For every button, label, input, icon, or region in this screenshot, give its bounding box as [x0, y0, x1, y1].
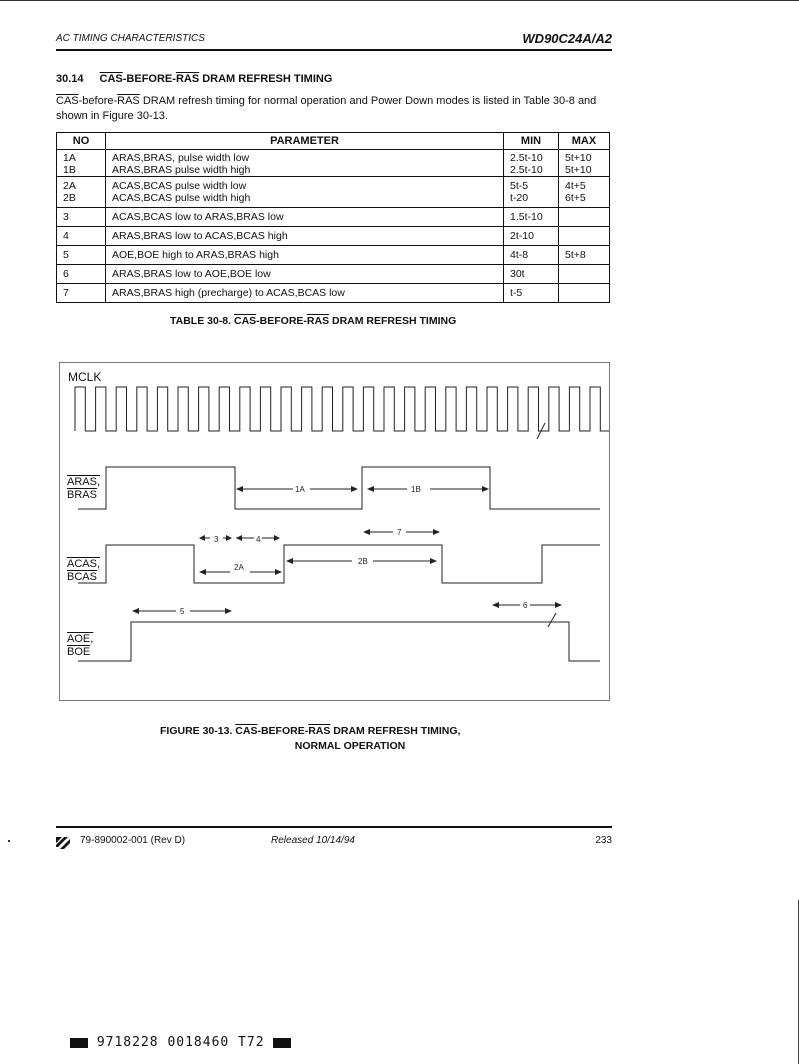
cell-min: 2.5t-10: [504, 150, 559, 165]
barcode-text: 9718228 0018460 T72: [96, 1035, 265, 1050]
page-header: [56, 33, 612, 48]
col-no-header: NO: [57, 133, 106, 150]
scan-mark: [8, 840, 10, 842]
cell-parameter: ARAS,BRAS high (precharge) to ACAS,BCAS low: [106, 284, 504, 303]
cell-max: 5t+8: [559, 246, 610, 265]
label-5: 5: [180, 607, 185, 616]
cell-max: [559, 227, 610, 246]
boe-label: $\overline{BOE}$: [67, 646, 91, 658]
cell-parameter: AOE,BOE high to ARAS,BRAS high: [106, 246, 504, 265]
intro-ras: $\overline{RAS}$: [117, 95, 140, 107]
mclk-label: MCLK: [68, 370, 102, 384]
section-heading: [56, 73, 332, 85]
section-number: 30.14: [56, 73, 84, 85]
label-3: 3: [214, 535, 219, 544]
timing-table: [56, 132, 610, 303]
footer-release-date: Released 10/14/94: [271, 835, 355, 846]
section-title-cas: $\overline{CAS}$: [99, 73, 123, 85]
figure-caption-ras: $\overline{RAS}$: [308, 725, 331, 737]
bcas-label: BCAS: [67, 571, 97, 583]
barcode-block-right: [273, 1038, 291, 1048]
bras-label: BRAS: [67, 489, 97, 501]
cell-parameter: ACAS,BCAS low to ARAS,BRAS low: [106, 208, 504, 227]
acas-label: ACAS,: [67, 558, 101, 570]
cell-parameter: ARAS,BRAS pulse width high: [106, 164, 504, 177]
cell-no: 7: [57, 284, 106, 303]
cell-parameter: ACAS,BCAS pulse width low: [106, 177, 504, 193]
table-row: [57, 246, 610, 265]
col-parameter-header: PARAMETER: [106, 133, 504, 150]
table-row: [57, 227, 610, 246]
timing-diagram-drawing: [60, 363, 609, 700]
page-top-rule: [0, 0, 799, 1]
label-2a: 2A: [234, 563, 244, 572]
figure-caption: [160, 724, 540, 754]
cell-parameter: ARAS,BRAS low to ACAS,BCAS high: [106, 227, 504, 246]
cell-max: [559, 265, 610, 284]
cell-no: 4: [57, 227, 106, 246]
cell-min: 2.5t-10: [504, 164, 559, 177]
col-max-header: MAX: [559, 133, 610, 150]
barcode-block-left: [70, 1038, 88, 1048]
cell-no: 2B: [57, 192, 106, 208]
label-2b: 2B: [358, 557, 368, 566]
cell-min: 5t-5: [504, 177, 559, 193]
cell-max: [559, 284, 610, 303]
section-title-rest: DRAM REFRESH TIMING: [199, 73, 333, 85]
section-title-ras: $\overline{RAS}$: [175, 73, 200, 85]
cell-min: 1.5t-10: [504, 208, 559, 227]
timing-diagram: [59, 362, 610, 701]
table-caption: [170, 315, 456, 327]
figure-caption-line2: NORMAL OPERATION: [294, 740, 406, 752]
label-4: 4: [256, 535, 261, 544]
footer-rule: [56, 826, 612, 828]
cell-parameter: ARAS,BRAS low to AOE,BOE low: [106, 265, 504, 284]
figure-caption-cas: $\overline{CAS}$: [235, 725, 258, 737]
table-row: [57, 150, 610, 165]
cell-parameter: ACAS,BCAS pulse width high: [106, 192, 504, 208]
intro-part1: -before-: [78, 95, 118, 107]
cell-min: 30t: [504, 265, 559, 284]
header-part-number: WD90C24A/A2: [522, 31, 612, 46]
col-min-header: MIN: [504, 133, 559, 150]
aoe-boe-waveform: [78, 622, 600, 661]
cell-min: t-5: [504, 284, 559, 303]
table-row: [57, 164, 610, 177]
table-caption-prefix: TABLE 30-8.: [170, 315, 234, 327]
aras-label: ARAS,: [67, 476, 101, 488]
cell-no: 5: [57, 246, 106, 265]
table-row: [57, 265, 610, 284]
dimension-arrows: [134, 489, 560, 611]
cell-no: 1A: [57, 150, 106, 165]
table-row: [57, 192, 610, 208]
table-caption-rest: DRAM REFRESH TIMING: [329, 315, 457, 327]
cell-max: [559, 208, 610, 227]
acas-bcas-waveform: [78, 545, 600, 583]
table-row: [57, 284, 610, 303]
cell-min: t-20: [504, 192, 559, 208]
cell-max: 4t+5: [559, 177, 610, 193]
barcode-line: [70, 1035, 291, 1050]
cell-min: 2t-10: [504, 227, 559, 246]
header-section-title: AC TIMING CHARACTERISTICS: [56, 33, 205, 44]
table-caption-mid: -BEFORE-: [256, 315, 307, 327]
cell-no: 3: [57, 208, 106, 227]
label-6: 6: [523, 601, 528, 610]
table-caption-ras: $\overline{RAS}$: [306, 315, 330, 327]
footer-doc-number: 79-890002-001 (Rev D): [80, 835, 186, 846]
table-row: [57, 208, 610, 227]
cell-max: 5t+10: [559, 164, 610, 177]
table-row: [57, 177, 610, 193]
figure-caption-rest: DRAM REFRESH TIMING,: [330, 725, 461, 737]
arrow-heads: [132, 486, 562, 614]
table-header-row: [57, 133, 610, 150]
mclk-waveform: [75, 387, 609, 431]
company-logo-icon: [56, 835, 70, 849]
oe-break-mark: [548, 613, 556, 627]
cell-parameter: ARAS,BRAS, pulse width low: [106, 150, 504, 165]
intro-paragraph: [56, 94, 612, 124]
section-title-mid: -BEFORE-: [122, 73, 176, 85]
cell-no: 2A: [57, 177, 106, 193]
intro-cas: $\overline{CAS}$: [56, 95, 79, 107]
header-rule: [56, 49, 612, 51]
cell-max: 6t+5: [559, 192, 610, 208]
figure-caption-prefix: FIGURE 30-13.: [160, 725, 236, 737]
label-1b: 1B: [411, 485, 421, 494]
table-caption-cas: $\overline{CAS}$: [233, 315, 257, 327]
aoe-label: AOE,: [67, 633, 94, 645]
label-1a: 1A: [295, 485, 305, 494]
figure-caption-mid: -BEFORE-: [257, 725, 309, 737]
aras-bras-waveform: [78, 467, 600, 509]
cell-no: 6: [57, 265, 106, 284]
footer-page-number: 233: [595, 835, 612, 846]
cell-min: 4t-8: [504, 246, 559, 265]
label-7: 7: [397, 528, 402, 537]
cell-no: 1B: [57, 164, 106, 177]
cell-max: 5t+10: [559, 150, 610, 165]
intro-part2: DRAM refresh timing for normal operation and Power Down modes is listed in Table 30-8 and shown in Figure 30-13.: [56, 95, 597, 122]
